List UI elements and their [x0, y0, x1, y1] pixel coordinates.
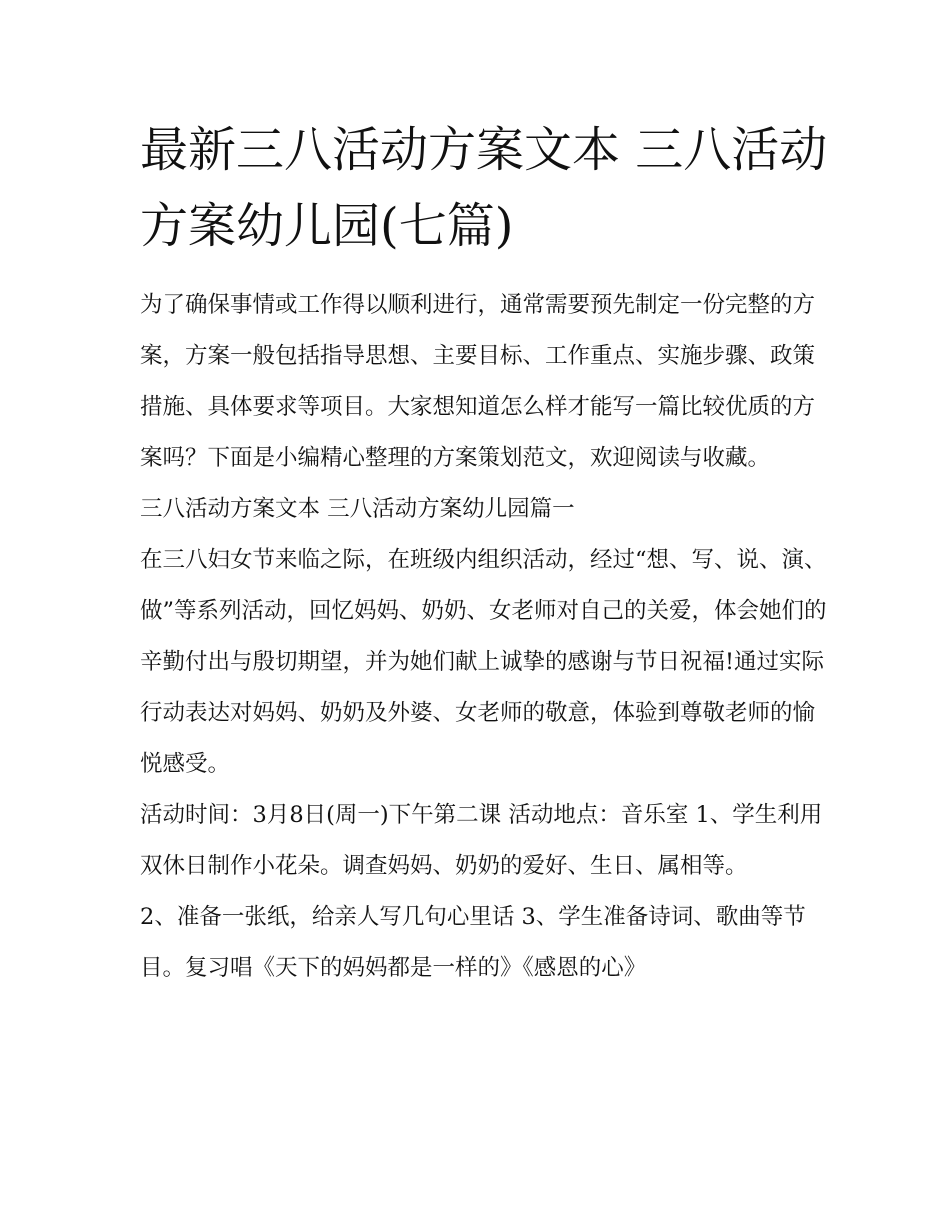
section-heading: 三八活动方案文本 三八活动方案幼儿园篇一: [140, 496, 575, 522]
intro-paragraph: 为了确保事情或工作得以顺利进行，通常需要预先制定一份完整的方案，方案一般包括指导思想、主要目标、工作重点、实施步骤、政策措施、具体要求等项目。大家想知道怎么样才能写一篇比较优质的方案吗？下面是小编精心整理的方案策划范文，欢迎阅读与收藏。: [140, 292, 816, 471]
body-paragraph: 在三八妇女节来临之际，在班级内组织活动，经过“想、写、说、演、做”等系列活动，回忆妈妈、奶奶、女老师对自己的关爱，体会她们的辛勤付出与殷切期望，并为她们献上诚挚的感谢与节日祝福!通过实际行动表达对妈妈、奶奶及外婆、女老师的敬意，体验到尊敬老师的愉悦感受。: [140, 547, 827, 777]
body-paragraph: 2、准备一张纸，给亲人写几句心里话 3、学生准备诗词、歌曲等节目。复习唱《天下的妈妈都是一样的》《感恩的心》: [140, 904, 806, 981]
document-body: [140, 280, 830, 994]
document-title: 最新三八活动方案文本 三八活动方案幼儿园(七篇): [140, 122, 828, 254]
body-paragraph: 活动时间：3月8日(周一)下午第二课 活动地点：音乐室 1、学生利用双休日制作小花朵。调查妈妈、奶奶的爱好、生日、属相等。: [140, 802, 823, 879]
